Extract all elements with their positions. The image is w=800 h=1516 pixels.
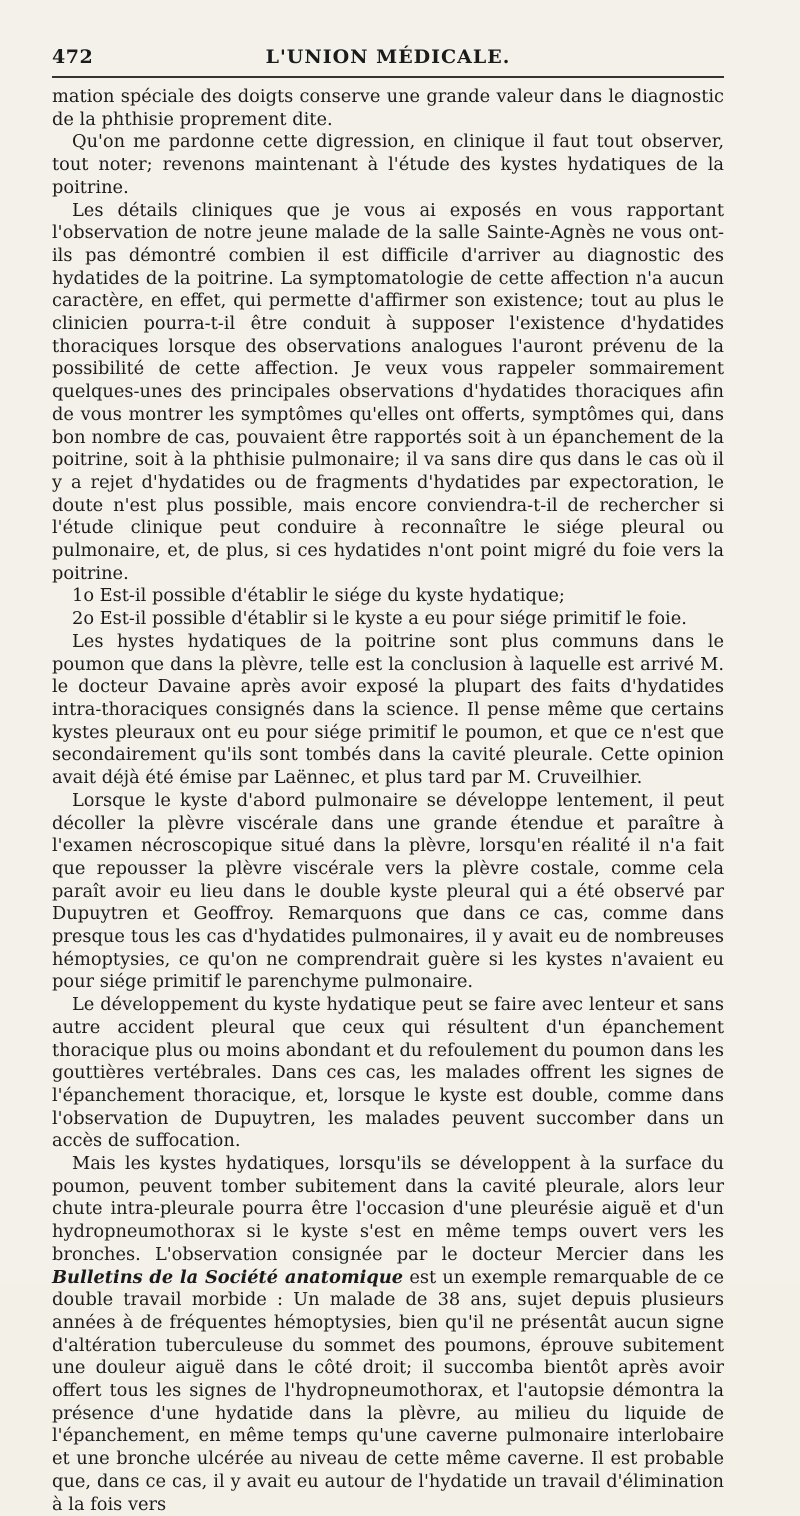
paragraph: Lorsque le kyste d'abord pulmonaire se développe lentement, il peut décoller la plèvre viscérale dans une grande étendue et paraître à l'examen nécroscopique situé dans la plèvre, lorsqu'en réalité il n'a fait que repousser la plèvre viscérale vers la plèvre costale, comme cela paraît avoir eu lieu dans le double kyste pleural qui a été observé par Dupuytren et Geoffroy. Remarquons que dans ce cas, comme dans presque tous les cas d'hydatides pulmonaires, il y avait eu de nombreuses hémoptysies, ce qu'on ne comprendrait guère si les kystes n'avaient eu pour siége primitif le parenchyme pulmonaire. — [52, 789, 724, 993]
paragraph: Les hystes hydatiques de la poitrine sont plus communs dans le poumon que dans la plèvre, telle est la conclusion à laquelle est arrivé M. le docteur Davaine après avoir exposé la plupart des faits d'hydatides intra-thoraciques consignés dans la science. Il pense même que certains kystes pleuraux ont eu pour siége primitif le poumon, et que ce n'est que secondairement qu'ils sont tombés dans la cavité pleurale. Cette opinion avait déjà été émise par Laënnec, et plus tard par M. Cruveilhier. — [52, 630, 724, 789]
paragraph: Qu'on me pardonne cette digression, en clinique il faut tout observer, tout noter; revenons maintenant à l'étude des kystes hydatiques de la poitrine. — [52, 131, 724, 198]
numbered-question: 1o Est-il possible d'établir le siége du kyste hydatique; — [72, 585, 565, 607]
paragraph: Le développement du kyste hydatique peut se faire avec lenteur et sans autre accident pleural que ceux qui résultent d'un épanchement thoracique plus ou moins abondant et du refoulement du poumon dans les gouttières vertébrales. Dans ces cas, les malades offrent les signes de l'épanchement thoracique, et, lorsque le kyste est double, comme dans l'observation de Dupuytren, les malades peuvent succomber dans un accès de suffocation. — [52, 994, 724, 1152]
running-head: L'UNION MÉDICALE. — [265, 46, 511, 68]
body-text — [52, 86, 724, 1516]
paragraph — [52, 1153, 724, 1516]
paragraph: Les détails cliniques que je vous ai exposés en vous rapportant l'observation de notre jeune malade de la salle Sainte-Agnès ne vous ont-ils pas démontré combien il est difficile d'arriver au diagnostic des hydatides de la poitrine. La symptomatologie de cette affection n'a aucun caractère, en effet, qui permette d'affirmer son existence; tout au plus le clinicien pourra-t-il être conduit à supposer l'existence d'hydatides thoraciques lorsque des observations analogues l'auront prévenu de la possibilité de cette affection. Je veux vous rappeler sommairement quelques-unes des principales observations d'hydatides thoraciques afin de vous montrer les symptômes qu'elles ont offerts, symptômes qui, dans bon nombre de cas, pouvaient être rapportés soit à un épanchement de la poitrine, soit à la phthisie pulmonaire; il va sans dire qus dans le cas où il y a rejet d'hydatides ou de fragments d'hydatides par expectoration, le doute n'est plus possible, mais encore conviendra-t-il de rechercher si l'étude clinique peut conduire à reconnaître le siége pleural ou pulmonaire, et, de plus, si ces hydatides n'ont point migré du foie vers la poitrine. — [52, 199, 724, 584]
header-rule — [52, 76, 724, 78]
journal-title: Bulletins de la Société anatomique — [52, 1266, 404, 1288]
paragraph-text: Mais les kystes hydatiques, lorsqu'ils se développent à la surface du poumon, peuvent tomber subitement dans la cavité pleurale, alors leur chute intra-pleurale pourra être l'occasion d'une pleurésie aiguë et d'un hydropneumothorax si le kyste s'est en même temps ouvert vers les bronches. L'observation consignée par le docteur Mercier dans les — [52, 1153, 724, 1265]
page-number: 472 — [52, 46, 94, 68]
numbered-question: 2o Est-il possible d'établir si le kyste a eu pour siége primitif le foie. — [72, 608, 687, 630]
paragraph: mation spéciale des doigts conserve une grande valeur dans le diagnostic de la phthisie proprement dite. — [52, 86, 724, 130]
page-header — [52, 38, 724, 78]
paragraph-text: est un exemple remarquable de ce double travail morbide : Un malade de 38 ans, sujet depuis plusieurs années à de fréquentes hémoptysies, bien qu'il ne présentât aucun signe d'altération tuberculeuse du sommet des poumons, éprouve subitement une douleur aiguë dans le côté droit; il succomba bientôt après avoir offert tous les signes de l'hydropneumothorax, et l'autopsie démontra la présence d'une hydatide dans la plèvre, au milieu du liquide de l'épanchement, en même temps qu'une caverne pulmonaire interlobaire et une bronche ulcérée au niveau de cette même caverne. Il est probable que, dans ce cas, il y avait eu autour de l'hydatide un travail d'élimination à la fois vers — [52, 1266, 724, 1515]
